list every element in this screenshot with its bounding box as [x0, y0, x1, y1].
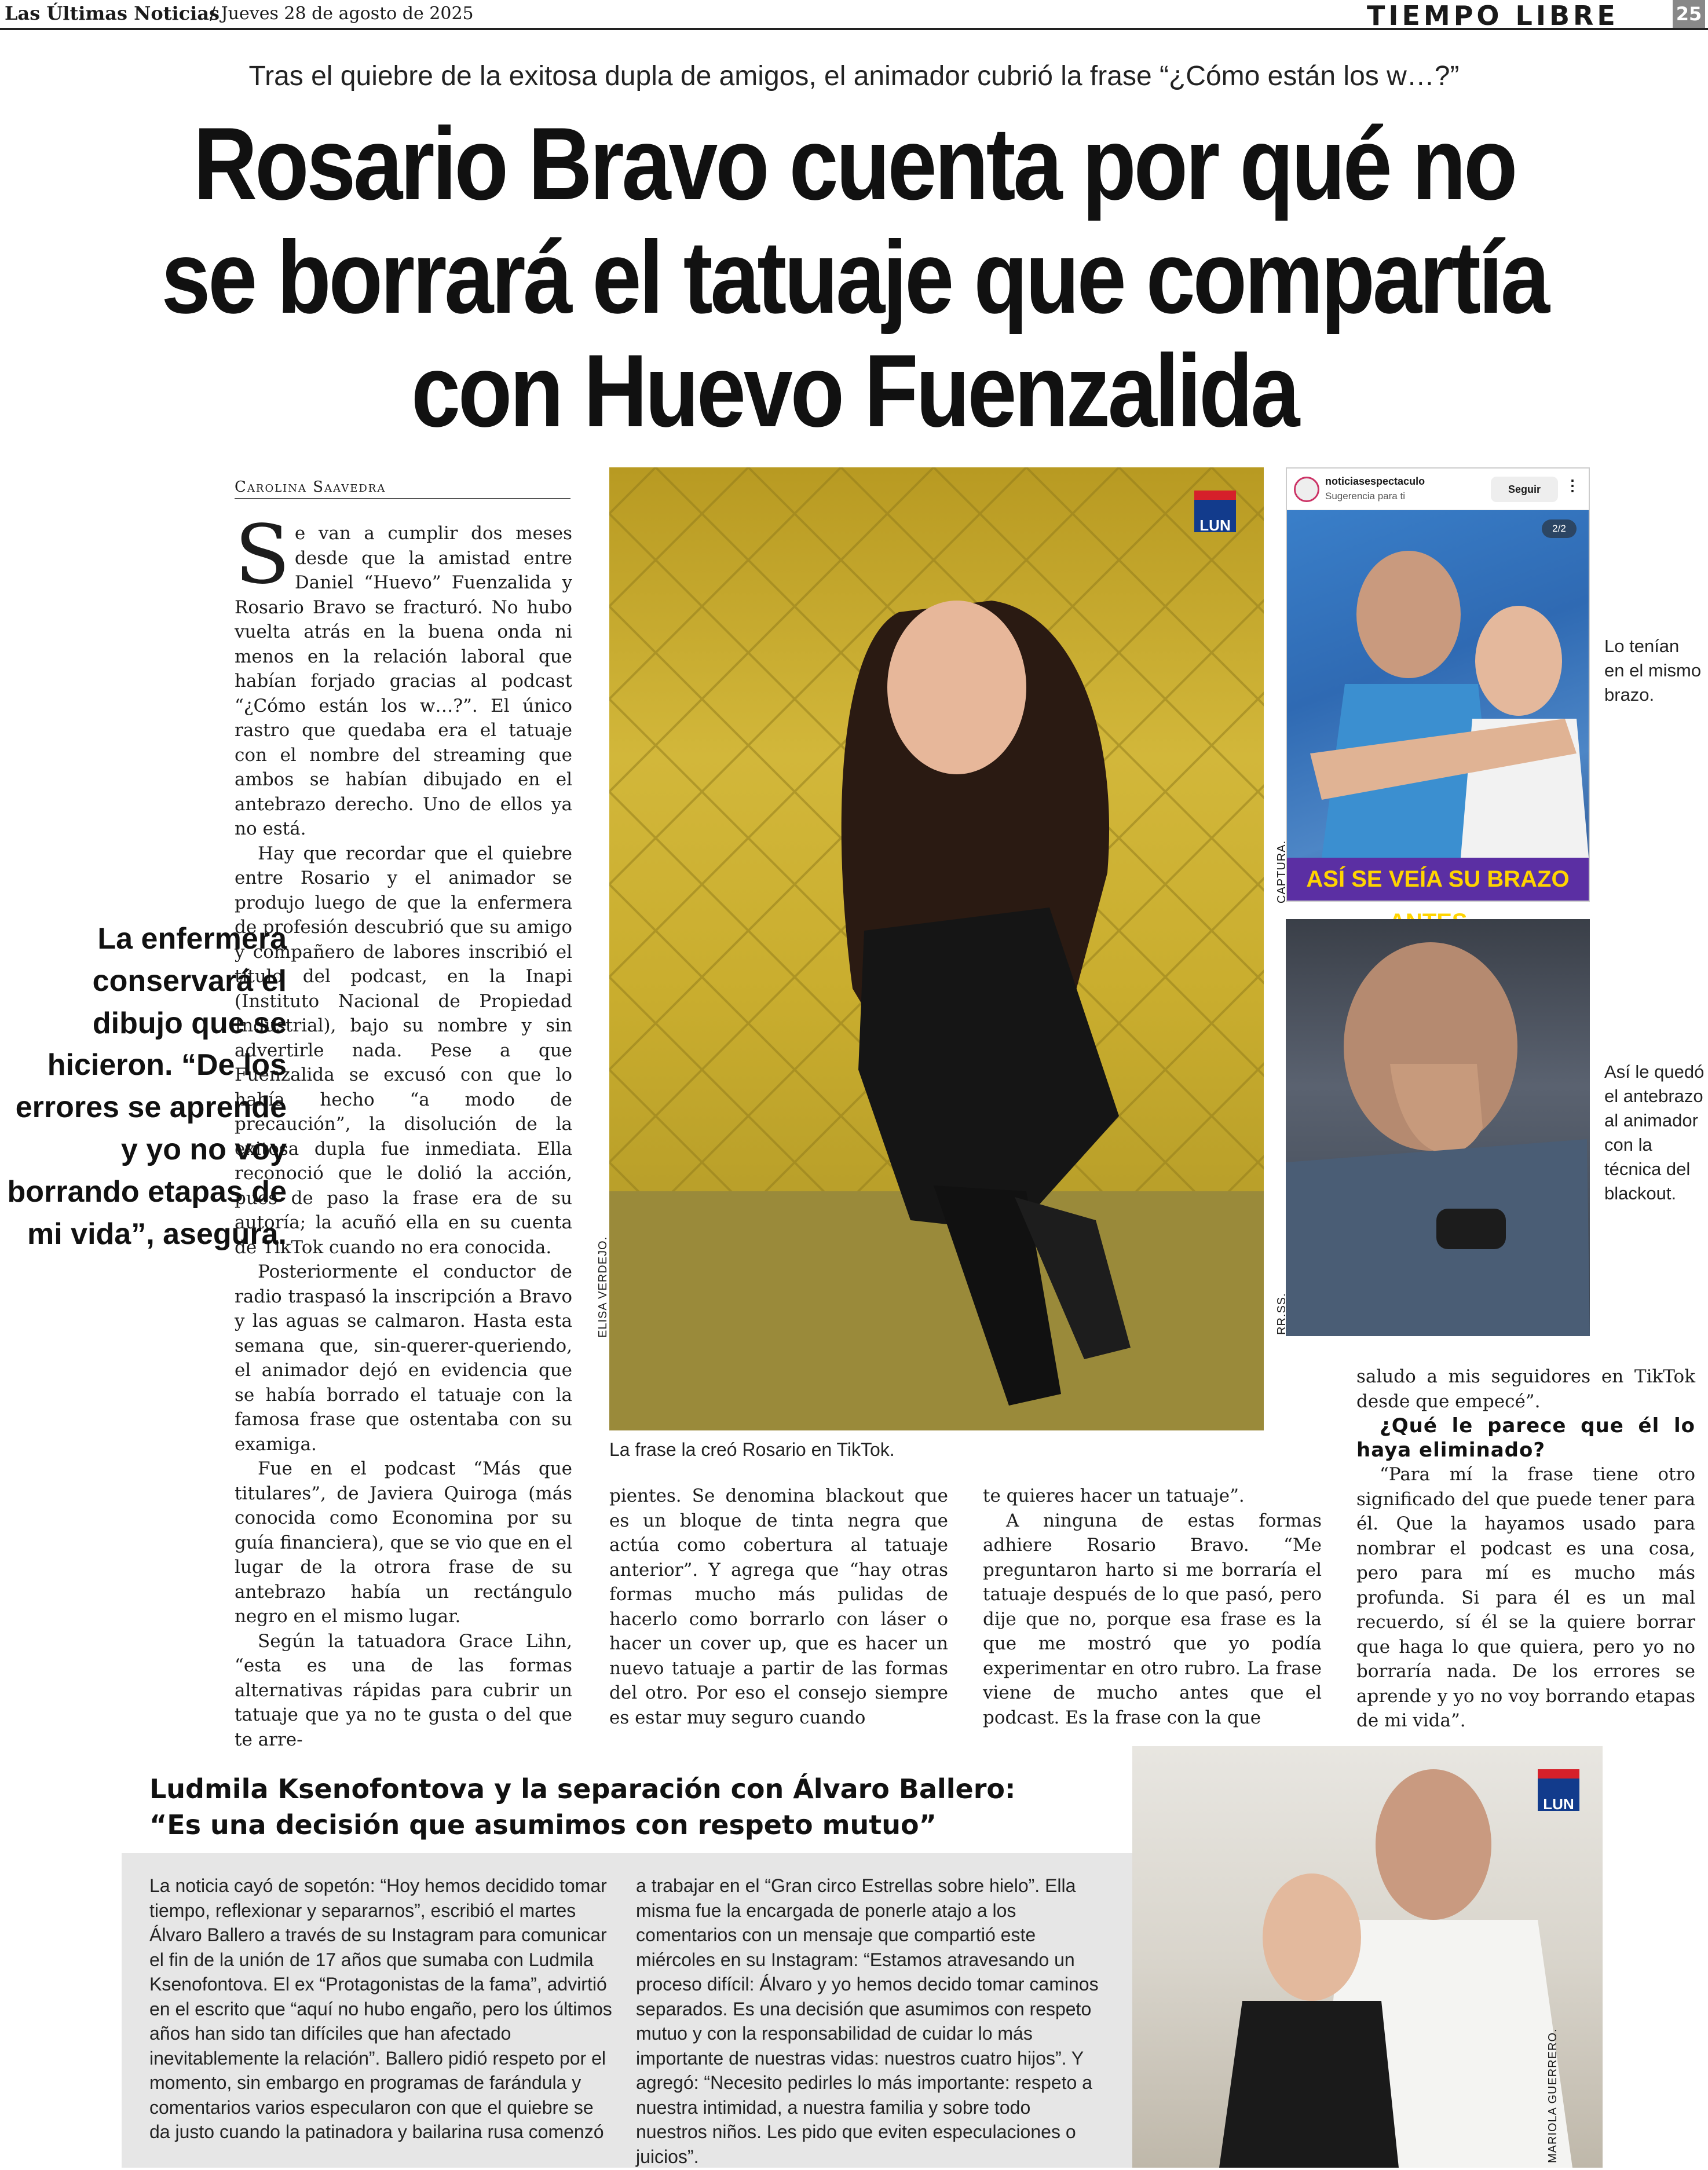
paragraph: saludo a mis seguidores en TikTok desde que empecé”.	[1356, 1366, 1695, 1412]
article-column-2	[609, 1484, 948, 1730]
paragraph: Fue en el podcast “Más que titulares”, de Javiera Quiroga (más conocida como Economina por su guía financiera), que se vio que en el lugar de la otrora frase de su antebrazo había un rectángulo negro en el mismo lugar.	[235, 1458, 572, 1627]
pull-quote: La enfermera conservará el dibujo que se hicieron. “De los errores se aprende y yo no voy borrando etapas de mi vida”, asegura.	[7, 922, 287, 1251]
sidebar-column-1: La noticia cayó de sopetón: “Hoy hemos decidido tomar tiempo, reflexionar y separarnos”, escribió el martes Álvaro Ballero a través de su Instagram para comunicar el fin de la unión de 17 años que sumaba con Ludmila Ksenofontova. El ex “Protagonistas de la fama”, advirtió en el escrito que “aquí no hubo engaño, pero los últimos años han sido tan difíciles que han afectado inevitablemente la relación”. Ballero pidió respeto por el momento, sin embargo en programas de farándula y comentarios varios especularon con que el quiebre se da justo cuando la patinadora y bailarina rusa comenzó	[149, 1875, 612, 2142]
paragraph: A ninguna de estas formas adhiere Rosario Bravo. “Me preguntaron harto si me borraría el tatuaje después de lo que pasó, pero dije que no, porque esa frase es la que me mostró que yo podía experimentar en otro rubro. La frase viene de mucho antes que el podcast. Es la frase con la que	[983, 1510, 1322, 1728]
photo-illustration	[1286, 919, 1590, 1336]
lun-logo: LUN	[1194, 491, 1236, 532]
photo-credit: RR.SS.	[1275, 1293, 1288, 1335]
paragraph: te quieres hacer un tatuaje”.	[983, 1485, 1245, 1506]
section-title: TIEMPO LIBRE	[1367, 0, 1619, 31]
instagram-username: noticiasespectaculo	[1325, 475, 1425, 487]
page-number: 25	[1673, 0, 1705, 28]
paragraph: Posteriormente el conductor de radio traspasó la inscripción a Bravo y las aguas se calmaron. Hasta esta semana que, sin-querer-queriendo, el animador dejó en evidencia que se había borrado el tatuaje con la famosa frase que ostentaba con su examiga.	[235, 1261, 572, 1455]
carousel-pager: 2/2	[1542, 519, 1577, 538]
paragraph: Se van a cumplir dos meses desde que la amistad entre Daniel “Huevo” Fuenzalida y Rosario Bravo se fracturó. No hubo vuelta atrás en la buena onda ni menos en la relación laboral que habían forjado gracias al podcast “¿Cómo están los w…?”. El único rastro que quedaba era el tatuaje con el nombre del streaming que ambos se habían dibujado en el antebrazo derecho. Uno de ellos ya no está.	[235, 508, 572, 839]
dropcap: S	[235, 508, 290, 602]
instagram-capture	[1286, 467, 1590, 902]
instagram-header	[1287, 469, 1589, 510]
main-photo	[609, 467, 1264, 1430]
photo-credit: MARIOLA GUERRERO.	[1546, 2028, 1559, 2163]
article-column-3	[983, 1484, 1322, 1730]
instagram-suggestion: Sugerencia para ti	[1325, 491, 1405, 502]
photo-illustration	[1132, 1746, 1603, 2168]
photo-caption: La frase la creó Rosario en TikTok.	[609, 1439, 895, 1460]
paragraph: “Para mí la frase tiene otro significado del que puede tener para él. Que la hayamos usado para nombrar el podcast es una cosa, pero para mí es mucho más profunda. Si para él es un mal recuerdo, sí él se la quiere borrar que haga lo que quiera, pero yo no borraría nada. De los errores se aprende y yo no voy borrando etapas de mi vida”.	[1356, 1464, 1695, 1731]
sidebar-headline-line-2: “Es una decisión que asumimos con respeto mutuo”	[149, 1809, 937, 1840]
newspaper-name: Las Últimas Noticias	[5, 2, 220, 24]
avatar	[1294, 477, 1319, 502]
couple-photo	[1132, 1746, 1603, 2168]
blackout-photo	[1286, 919, 1590, 1336]
paragraph: Según la tatuadora Grace Lihn, “esta es una de las formas alternativas rápidas para cubrir un tatuaje que ya no te gusta o del que te arre-	[235, 1630, 572, 1750]
sidebar-headline-line-1: Ludmila Ksenofontova y la separación con Álvaro Ballero:	[149, 1773, 1016, 1805]
photo-caption: Así le quedó el antebrazo al animador con la técnica del blackout.	[1604, 1062, 1705, 1203]
sidebar-headline	[149, 1771, 1163, 1843]
follow-button[interactable]: Seguir	[1491, 477, 1558, 502]
lun-logo: LUN	[1538, 1769, 1579, 1811]
more-options-icon[interactable]: ⋮	[1565, 477, 1580, 494]
photo-illustration	[1287, 510, 1589, 858]
issue-date: / Jueves 28 de agosto de 2025	[210, 3, 474, 24]
article-kicker: Tras el quiebre de la exitosa dupla de amigos, el animador cubrió la frase “¿Cómo están los w…?”	[248, 61, 1460, 92]
image-banner-text: ASÍ SE VEÍA SU BRAZO	[1287, 858, 1589, 901]
photo-illustration	[609, 467, 1264, 1430]
sidebar-column-2: a trabajar en el “Gran circo Estrellas sobre hielo”. Ella misma fue la encargada de ponerle atajo a los comentarios con un mensaje que compartió este miércoles en su Instagram: “Estamos atravesando un proceso difícil: Álvaro y yo hemos decido tomar caminos separados. Es una decisión que asumimos con respeto mutuo y con la responsabilidad de cuidar lo más importante de nuestras vidas: nuestros cuatro hijos”. Y agregó: “Necesito pedirles lo más importante: respeto a nuestra intimidad, a nuestra familia y sobre todo nuestros niños. Les pido que eviten especulaciones o juicios”.	[636, 1875, 1099, 2167]
article-column-4	[1356, 1364, 1695, 1733]
photo-credit: CAPTURA.	[1275, 840, 1288, 903]
photo-caption: Lo tenían en el mismo brazo.	[1604, 636, 1702, 705]
interview-question: ¿Qué le parece que él lo haya eliminado?	[1356, 1414, 1695, 1462]
paragraph: Hay que recordar que el quiebre entre Rosario y el animador se produjo luego de que la enfermera de profesión descubrió que su amigo y compañero de labores inscribió el título del podcast, en la Inapi (Instituto Nacional de Propiedad Industrial), bajo su nombre y sin advertirle nada. Pese a que Fuenzalida se excusó con que lo había hecho “a modo de precaución”, la disolución de la exitosa dupla fue inmediata. Ella reconoció que le dolió la acción, pues de paso la frase era de su autoría; la acuñó ella en su cuenta de TikTok cuando no era conocida.	[235, 843, 572, 1258]
paragraph: pientes. Se denomina blackout que es un bloque de tinta negra que actúa como cobertura al tatuaje anterior”. Y agrega que “hay otras formas mucho más pulidas de hacerlo como borrarlo con láser o hacer un cover up, que es hacer un nuevo tatuaje a partir de las formas del otro. Por eso el consejo siempre es estar muy seguro cuando	[609, 1485, 948, 1728]
photo-credit: ELISA VERDEJO.	[597, 1236, 609, 1338]
byline: Carolina Saavedra	[235, 478, 570, 499]
article-headline: Rosario Bravo cuenta por qué no se borrará el tatuaje que compartía con Huevo Fuenzalida	[161, 106, 1548, 448]
instagram-image	[1287, 510, 1589, 901]
